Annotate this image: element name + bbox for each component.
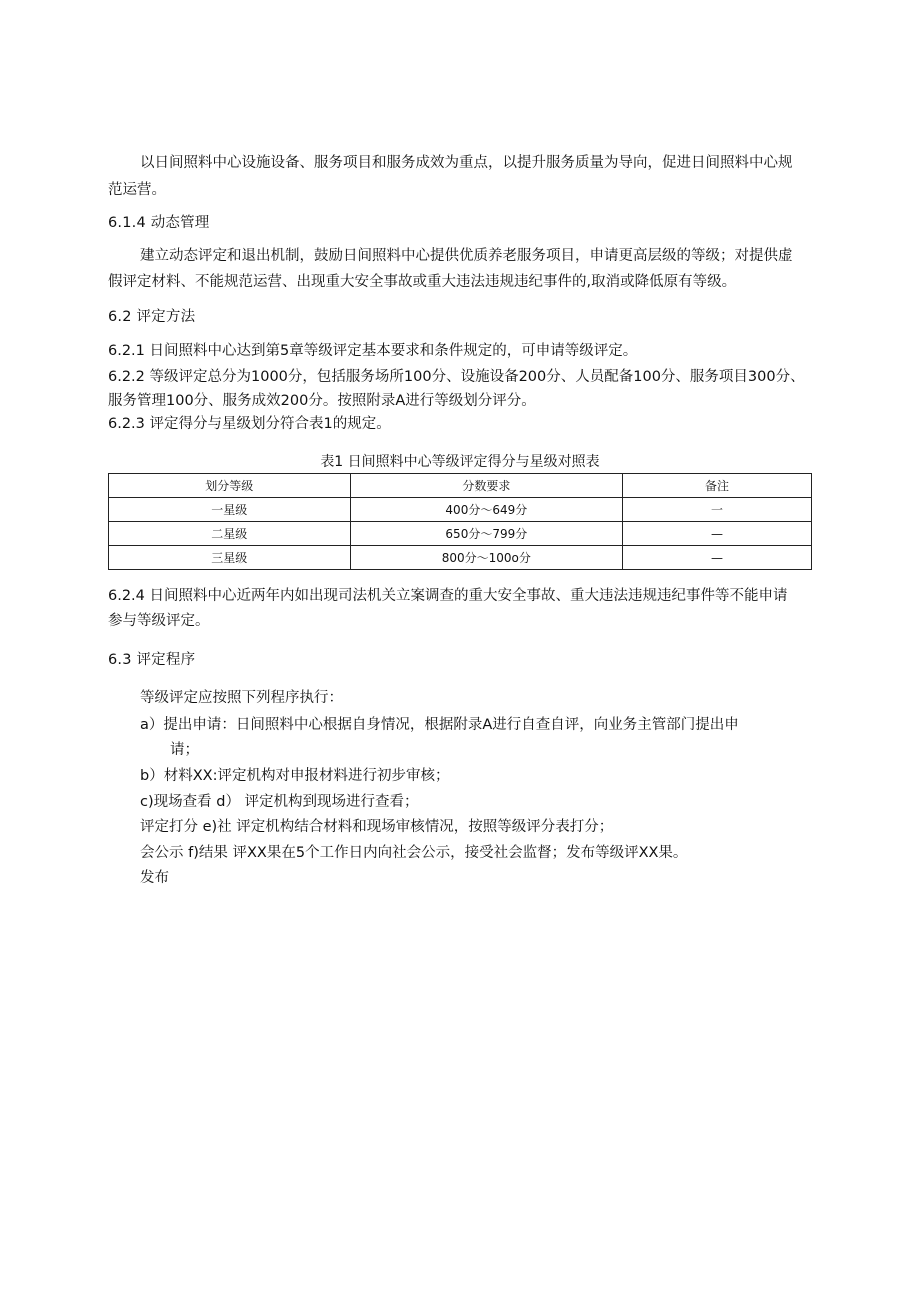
paragraph-6-1-4-line-1: 建立动态评定和退出机制，鼓励日间照料中心提供优质养老服务项目，申请更高层级的等级；对提供虚: [140, 248, 793, 264]
table-header-row: [109, 474, 812, 498]
procedure-intro: 等级评定应按照下列程序执行：: [140, 690, 343, 706]
procedure-item-d: 评定打分 e)社 评定机构结合材料和现场审核情况，按照等级评分表打分；: [140, 819, 614, 835]
procedure-item-a-line-1: a）提出申请：日间照料中心根据自身情况，根据附录A进行自查自评，向业务主管部门提出申: [140, 717, 739, 733]
score-star-table: [108, 473, 812, 570]
procedure-item-c: c)现场查看 d） 评定机构到现场进行查看；: [140, 794, 419, 810]
paragraph-6-1-3-line-1: 以日间照料中心设施设备、服务项目和服务成效为重点，以提升服务质量为导向，促进日间照料中心规: [140, 155, 793, 171]
cell-grade: 二星级: [109, 522, 351, 546]
clause-6-2-2-line-2: 服务管理100分、服务成效200分。按照附录A进行等级划分评分。: [108, 393, 536, 409]
procedure-item-a-line-2: 请；: [170, 742, 199, 758]
paragraph-6-1-4-line-2: 假评定材料、不能规范运营、出现重大安全事故或重大违法违规违纪事件的,取消或降低原有等级。: [108, 274, 737, 290]
cell-score: 650分～799分: [350, 522, 623, 546]
header-remark: 备注: [623, 474, 812, 498]
cell-remark: —: [623, 522, 812, 546]
table-row: [109, 498, 812, 522]
procedure-item-b: b）材料XX:评定机构对申报材料进行初步审核；: [140, 768, 450, 784]
cell-score: 800分～100o分: [350, 546, 623, 570]
heading-6-3: 6.3 评定程序: [108, 652, 196, 668]
clause-6-2-1: 6.2.1 日间照料中心达到第5章等级评定基本要求和条件规定的，可申请等级评定。: [108, 343, 638, 359]
heading-6-2: 6.2 评定方法: [108, 309, 196, 325]
cell-grade: 一星级: [109, 498, 351, 522]
table-row: [109, 522, 812, 546]
table-title: 表1 日间照料中心等级评定得分与星级对照表: [320, 454, 600, 470]
cell-grade: 三星级: [109, 546, 351, 570]
header-grade: 划分等级: [109, 474, 351, 498]
clause-6-2-4-line-2: 参与等级评定。: [108, 613, 210, 629]
header-score: 分数要求: [350, 474, 623, 498]
clause-6-2-2-line-1: 6.2.2 等级评定总分为1000分，包括服务场所100分、设施设备200分、人员配备100分、服务项目300分、: [108, 369, 805, 385]
cell-remark: —: [623, 546, 812, 570]
clause-6-2-3: 6.2.3 评定得分与星级划分符合表1的规定。: [108, 416, 391, 432]
paragraph-6-1-3-line-2: 范运营。: [108, 182, 166, 198]
table-row: [109, 546, 812, 570]
procedure-item-f: 发布: [140, 870, 169, 886]
cell-score: 400分～649分: [350, 498, 623, 522]
heading-6-1-4: 6.1.4 动态管理: [108, 215, 210, 231]
cell-remark: 一: [623, 498, 812, 522]
clause-6-2-4-line-1: 6.2.4 日间照料中心近两年内如出现司法机关立案调查的重大安全事故、重大违法违规违纪事件等不能申请: [108, 588, 788, 604]
procedure-item-e: 会公示 f)结果 评XX果在5个工作日内向社会公示，接受社会监督；发布等级评XX果。: [140, 845, 688, 861]
